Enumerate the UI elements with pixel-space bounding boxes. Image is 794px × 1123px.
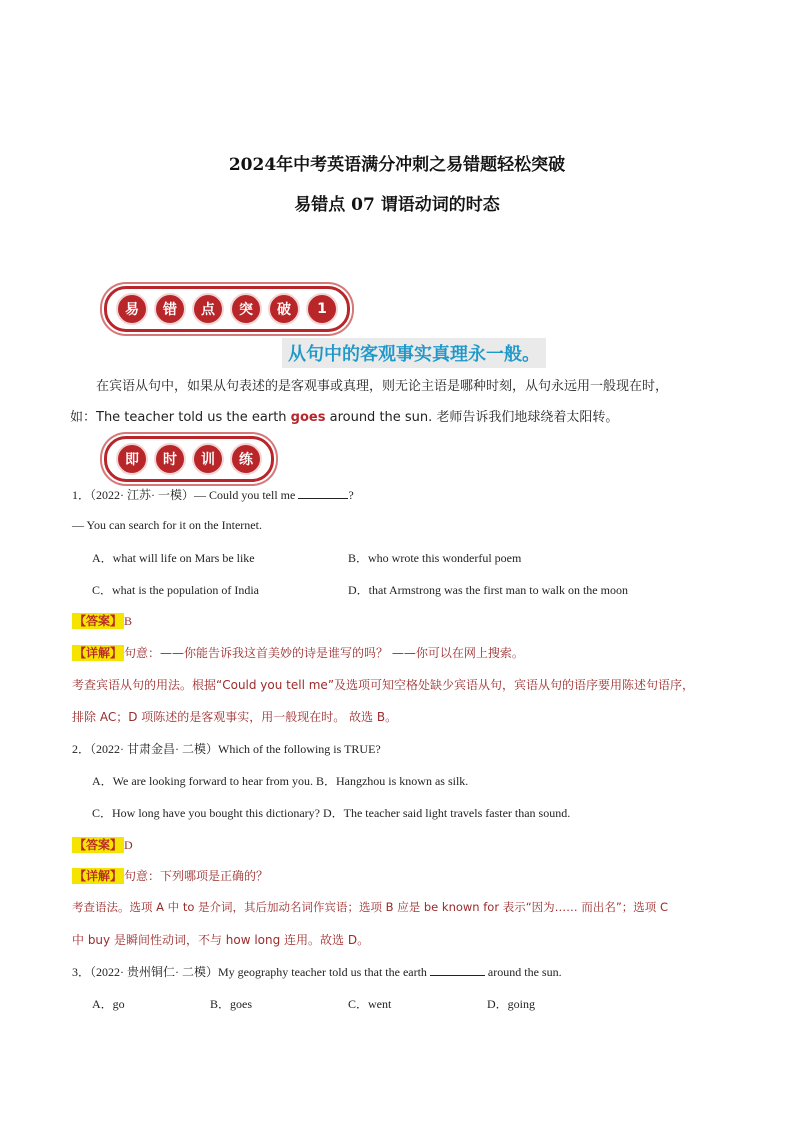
badge-char: 训 xyxy=(192,443,224,475)
rule-line-1: 在宾语从句中，如果从句表述的是客观事或真理，则无论主语是哪种时刻，从句永远用一般现在时， xyxy=(96,379,669,394)
section-heading: 从句中的客观事实真理永一般。 xyxy=(282,338,546,368)
rule-line-2 xyxy=(70,408,618,428)
question-2-options-cd: C．How long have you bought this dictionary? D．The teacher said light travels faster than sound. xyxy=(92,806,571,820)
detail-tag: 【详解】 xyxy=(74,869,123,883)
question-3-stem: 3．（2022· 贵州铜仁· 二模）My geography teacher told us that the earth around the sun. xyxy=(72,965,562,979)
question-1-stem: 1．（2022· 江苏· 一模）— Could you tell me ? xyxy=(72,488,354,502)
question-2-answer xyxy=(72,836,133,853)
practice-badge-row xyxy=(104,436,274,482)
answer-value: B xyxy=(124,614,133,628)
section-badge-row xyxy=(104,286,350,332)
question-3-option-c: C．went xyxy=(348,997,392,1011)
question-3-option-d: D．going xyxy=(487,997,536,1011)
question-1-option-b: B．who wrote this wonderful poem xyxy=(348,551,522,565)
badge-char: 错 xyxy=(154,293,186,325)
badge-char: 点 xyxy=(192,293,224,325)
question-3-option-a: A．go xyxy=(92,997,125,1011)
question-1-detail-3: 排除 AC；D 项陈述的是客观事实，用一般现在时。 故选 B。 xyxy=(72,710,398,724)
answer-value: D xyxy=(124,838,133,852)
question-3-option-b: B．goes xyxy=(210,997,253,1011)
document-title: 2024年中考英语满分冲刺之易错题轻松突破 xyxy=(228,155,566,175)
badge-char: 练 xyxy=(230,443,262,475)
rule-example-keyword: goes xyxy=(290,410,326,425)
question-1-option-d: D．that Armstrong was the first man to walk on the moon xyxy=(348,583,628,597)
question-2-detail-2: 考查语法。选项 A 中 to 是介词，其后加动名词作宾语；选项 B 应是 be known for 表示“因为…… 而出名”；选项 C xyxy=(72,900,668,914)
rule-example-a: 如：The teacher told us the earth xyxy=(70,410,291,425)
answer-tag: 【答案】 xyxy=(74,614,123,628)
question-2-options-ab: A．We are looking forward to hear from you. B．Hangzhou is known as silk. xyxy=(92,774,469,788)
question-1-reply: — You can search for it on the Internet. xyxy=(72,518,262,532)
badge-char: 突 xyxy=(230,293,262,325)
question-2-stem: 2．（2022· 甘肃金昌· 二模）Which of the following is TRUE? xyxy=(72,742,381,756)
question-1-detail-2: 考查宾语从句的用法。根据“Could you tell me”及选项可知空格处缺少宾语从句，宾语从句的语序要用陈述句语序， xyxy=(72,678,695,692)
badge-char: 易 xyxy=(116,293,148,325)
answer-tag: 【答案】 xyxy=(74,838,123,852)
rule-example-c: around the sun. 老师告诉我们地球绕着太阳转。 xyxy=(325,410,619,425)
badge-char: 破 xyxy=(268,293,300,325)
question-1-option-a: A．what will life on Mars be like xyxy=(92,551,255,565)
answer-blank xyxy=(298,488,348,499)
question-1-option-c: C．what is the population of India xyxy=(92,583,259,597)
badge-char: 1 xyxy=(306,293,338,325)
detail-tag: 【详解】 xyxy=(74,646,123,660)
badge-char: 时 xyxy=(154,443,186,475)
document-subtitle: 易错点 07 谓语动词的时态 xyxy=(294,195,500,215)
badge-char: 即 xyxy=(116,443,148,475)
question-1-detail-1: 【详解】 句意：——你能告诉我这首美妙的诗是谁写的吗？ ——你可以在网上搜索。 xyxy=(74,646,524,660)
question-2-detail-3: 中 buy 是瞬间性动词，不与 how long 连用。故选 D。 xyxy=(72,933,370,947)
question-2-detail-1: 【详解】 句意：下列哪项是正确的？ xyxy=(74,869,269,883)
question-1-answer xyxy=(72,612,132,629)
answer-blank xyxy=(430,965,485,976)
